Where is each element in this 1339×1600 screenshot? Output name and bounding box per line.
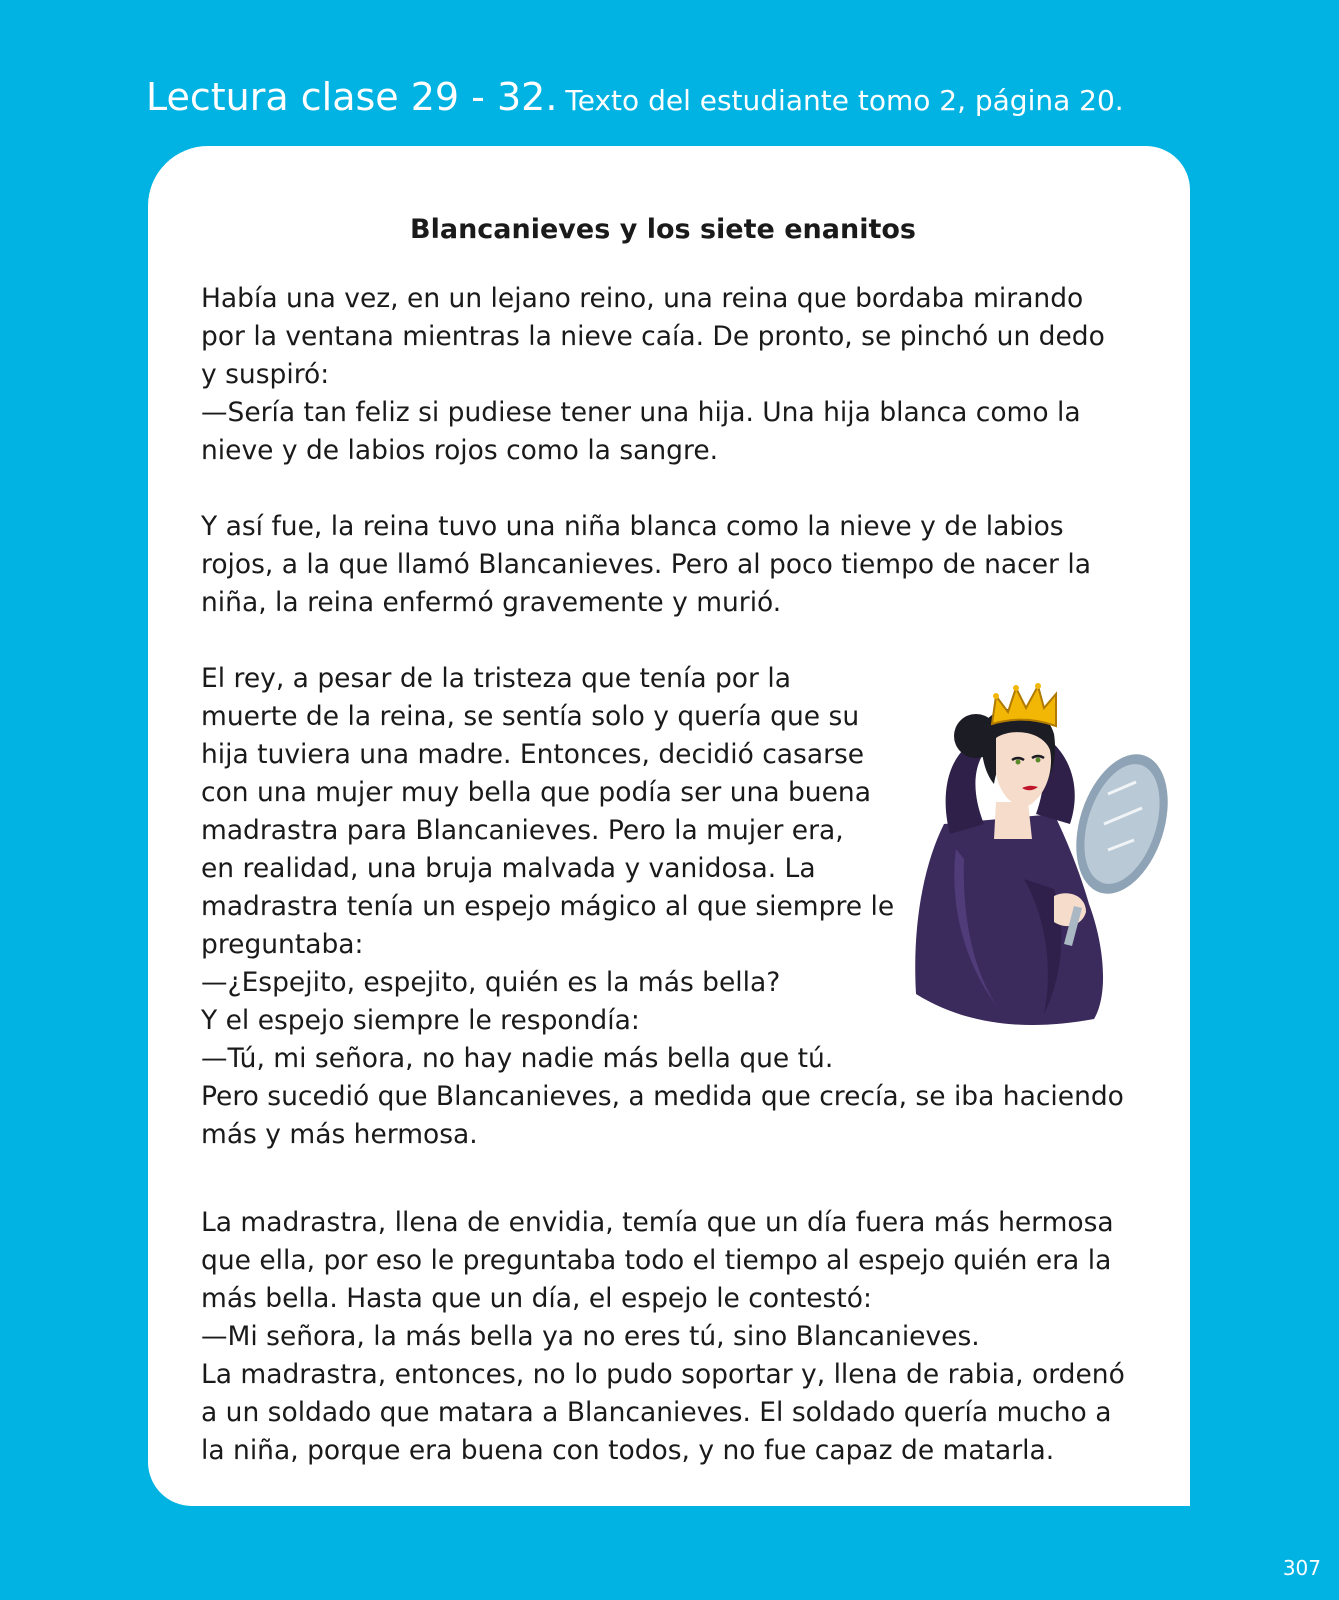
lesson-title: Lectura clase 29 - 32. [146,75,558,119]
text-line: madrastra para Blancanieves. Pero la mujer era, [201,815,844,846]
text-line: más bella. Hasta que un día, el espejo le contestó: [201,1283,872,1314]
reading-card [148,146,1190,1506]
text-line: rojos, a la que llamó Blancanieves. Pero al poco tiempo de nacer la [201,549,1091,580]
lesson-reference: Texto del estudiante tomo 2, página 20. [565,84,1124,117]
text-line: —Tú, mi señora, no hay nadie más bella que tú. [201,1043,834,1074]
text-line: y suspiró: [201,359,330,390]
text-line: madrastra tenía un espejo mágico al que siempre le [201,891,895,922]
text-line: Había una vez, en un lejano reino, una reina que bordaba mirando [201,283,1084,314]
text-line: Y así fue, la reina tuvo una niña blanca como la nieve y de labios [201,511,1064,542]
text-line: Pero sucedió que Blancanieves, a medida que crecía, se iba haciendo [201,1081,1124,1112]
text-line: —Mi señora, la más bella ya no eres tú, sino Blancanieves. [201,1321,980,1352]
text-line: que ella, por eso le preguntaba todo el tiempo al espejo quién era la [201,1245,1112,1276]
text-line: hija tuviera una madre. Entonces, decidió casarse [201,739,865,770]
text-line: —¿Espejito, espejito, quién es la más bella? [201,967,781,998]
text-line: la niña, porque era buena con todos, y no fue capaz de matarla. [201,1435,1055,1466]
text-line: nieve y de labios rojos como la sangre. [201,435,719,466]
story-title: Blancanieves y los siete enanitos [410,214,916,245]
text-line: a un soldado que matara a Blancanieves. El soldado quería mucho a [201,1397,1112,1428]
evil-queen-with-mirror-icon [904,674,1190,1048]
text-line: La madrastra, entonces, no lo pudo soportar y, llena de rabia, ordenó [201,1359,1125,1390]
text-line: niña, la reina enfermó gravemente y murió. [201,587,782,618]
text-line: más y más hermosa. [201,1119,478,1150]
paragraph-4 [201,1204,1125,1470]
text-line: en realidad, una bruja malvada y vanidosa. La [201,853,816,884]
text-line: La madrastra, llena de envidia, temía que un día fuera más hermosa [201,1207,1114,1238]
text-line: por la ventana mientras la nieve caía. De pronto, se pinchó un dedo [201,321,1105,352]
text-line: con una mujer muy bella que podía ser una buena [201,777,871,808]
text-line: preguntaba: [201,929,364,960]
text-line: muerte de la reina, se sentía solo y quería que su [201,701,860,732]
lesson-header [146,75,1124,119]
text-line: —Sería tan feliz si pudiese tener una hija. Una hija blanca como la [201,397,1081,428]
text-line: Y el espejo siempre le respondía: [201,1005,640,1036]
text-line: El rey, a pesar de la tristeza que tenía por la [201,663,791,694]
page-number: 307 [1282,1556,1321,1580]
paragraph-2 [201,508,1091,622]
paragraph-1 [201,280,1105,470]
